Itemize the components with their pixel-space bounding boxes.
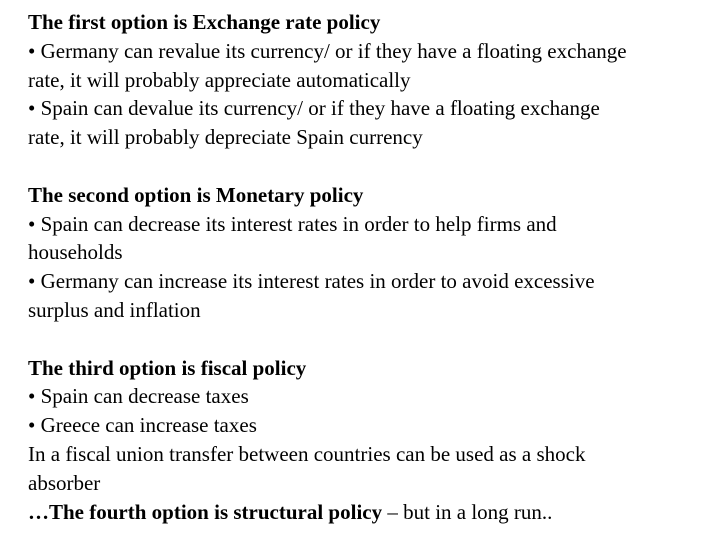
bullet-spain-devalue: • Spain can devalue its currency/ or if they have a floating exchange xyxy=(28,96,600,121)
bullet-spain-interest: • Spain can decrease its interest rates in order to help firms and xyxy=(28,211,557,236)
bullet-spain-taxes: • Spain can decrease taxes xyxy=(28,384,249,409)
bullet-germany-revalue-cont: rate, it will probably appreciate automatically xyxy=(28,67,411,92)
bullet-spain-interest-cont: households xyxy=(28,240,123,265)
section-heading-exchange-rate: The first option is Exchange rate policy xyxy=(28,10,381,34)
bullet-spain-devalue-cont: rate, it will probably depreciate Spain currency xyxy=(28,125,423,150)
structural-policy-note: – but in a long run.. xyxy=(382,499,553,524)
bullet-germany-interest-cont: surplus and inflation xyxy=(28,297,201,322)
section-heading-monetary: The second option is Monetary policy xyxy=(28,182,364,207)
fiscal-union-text-cont: absorber xyxy=(28,470,101,495)
section-spacer xyxy=(28,152,712,181)
final-line xyxy=(28,498,712,527)
slide-content xyxy=(28,8,712,526)
structural-policy-heading: …The fourth option is structural policy xyxy=(28,499,383,524)
fiscal-union-text: In a fiscal union transfer between countries can be used as a shock xyxy=(28,441,586,466)
bullet-germany-interest: • Germany can increase its interest rates in order to avoid excessive xyxy=(28,269,595,294)
bullet-germany-revalue: • Germany can revalue its currency/ or if they have a floating exchange xyxy=(28,38,627,63)
bullet-greece-taxes: • Greece can increase taxes xyxy=(28,413,257,438)
section-spacer xyxy=(28,325,712,354)
section-heading-fiscal: The third option is fiscal policy xyxy=(28,355,307,380)
